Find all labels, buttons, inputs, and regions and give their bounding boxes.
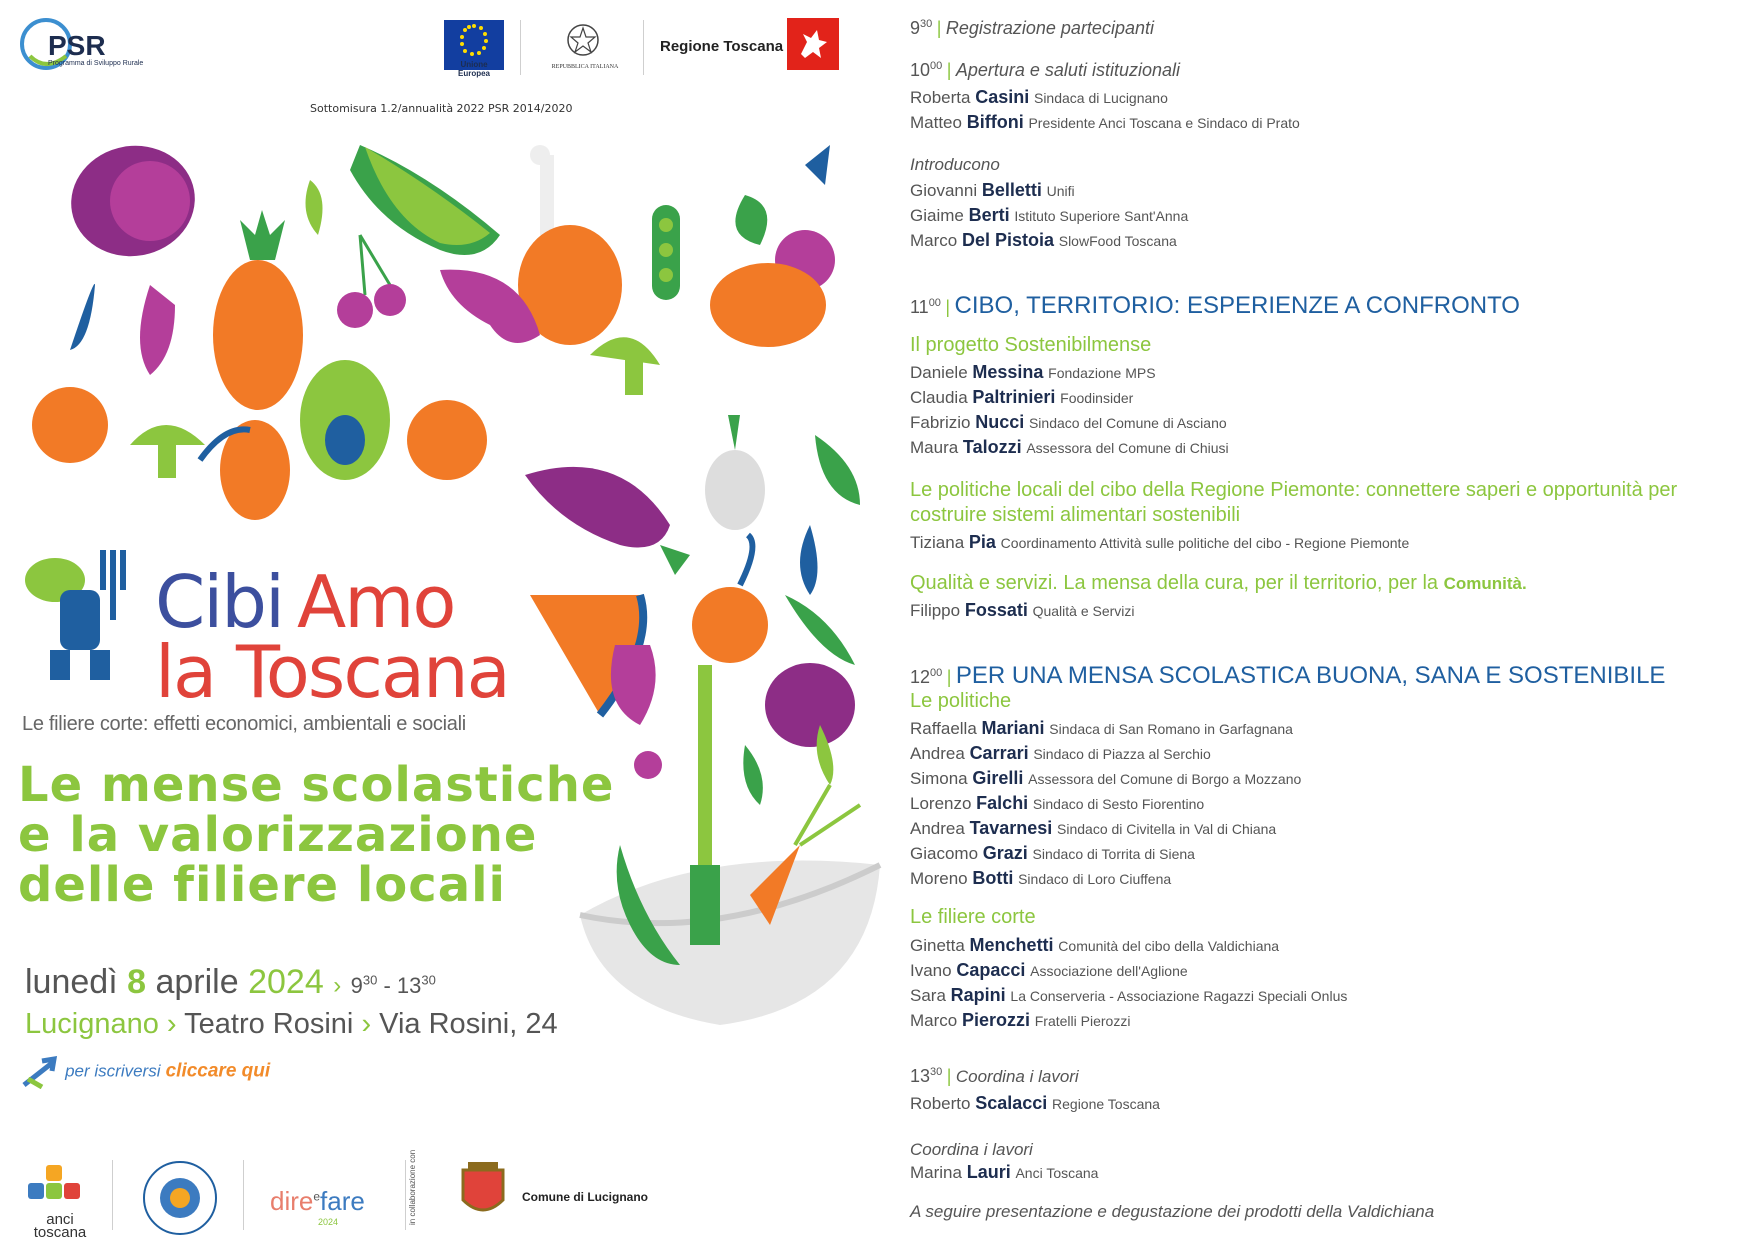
speaker: Fabrizio Nucci Sindaco del Comune di Asciano [910, 412, 1227, 432]
brand-tagline: Le filiere corte: effetti economici, ambientali e sociali [22, 713, 466, 735]
chicken-leg-icon [518, 145, 622, 345]
brand-cibi: Cibi [155, 560, 283, 644]
eu-label: Unione Europea [457, 60, 490, 78]
mango-icon [710, 263, 826, 347]
speaker: Sara Rapini La Conserveria - Associazione Ragazzi Speciali Onlus [910, 985, 1348, 1005]
time-1330: $13^{30}$ | Coordina i lavori [910, 1066, 1079, 1086]
section-title: PER UNA MENSA SCOLASTICA BUONA, SANA E SOSTENIBILE [955, 662, 1666, 689]
speaker: Tiziana Pia Coordinamento Attività sulle politiche del cibo - Regione Piemonte [910, 532, 1410, 552]
cucumber-icon [350, 145, 500, 255]
pegasus-flag-icon [787, 18, 839, 70]
opening-label: Apertura e saluti istituzionali [955, 60, 1180, 80]
headline-line-2: e la valorizzazione [18, 807, 538, 863]
leaf-icon [815, 435, 860, 505]
session-title: Le politiche [910, 690, 1012, 712]
event-address: Via Rosini, 24 [379, 1008, 558, 1040]
coordinator-label: Coordina i lavori [910, 1140, 1033, 1159]
intro-label: Introducono [910, 155, 1000, 174]
lucignano-label: Comune di Lucignano [522, 1190, 648, 1204]
leaf-icon [800, 525, 818, 595]
speaker: Ginetta Menchetti Comunità del cibo della Valdichiana [910, 935, 1280, 955]
cursor-arrow-icon [22, 1055, 60, 1089]
event-town: Lucignano [25, 1008, 159, 1040]
strawberry-icon [634, 751, 662, 779]
event-location [25, 1008, 558, 1041]
dire-e-fare-logo: dire$^e$fare 2024 [270, 1186, 365, 1227]
event-weekday: lunedì [25, 963, 118, 1001]
event-venue: Teatro Rosini [184, 1008, 354, 1040]
psr-title: PSR [48, 30, 106, 61]
speaker: Ivano Capacci Associazione dell'Aglione [910, 960, 1188, 980]
coordinator-label: Coordina i lavori [955, 1067, 1079, 1086]
sottomisura-text: Sottomisura 1.2/annualità 2022 PSR 2014/2020 [310, 102, 573, 115]
register-link-text[interactable]: cliccare qui [165, 1060, 271, 1082]
lemon-icon [200, 420, 290, 520]
divider [243, 1160, 244, 1230]
leaf-icon [743, 745, 763, 805]
leaf-icon [70, 284, 95, 350]
regione-toscana-label: Regione Toscana [660, 38, 784, 55]
plum-icon [765, 663, 855, 747]
section-title: CIBO, TERRITORIO: ESPERIENZE A CONFRONTO [954, 292, 1520, 319]
speaker: Marina Lauri Anci Toscana [910, 1162, 1099, 1182]
peapod-icon [785, 595, 855, 665]
strawberry-icon [140, 285, 175, 375]
headline-line-1: Le mense scolastiche [18, 757, 615, 813]
leaf-icon [306, 180, 323, 235]
anci-toscana-label: anci toscana [33, 1211, 87, 1241]
mushroom-icon [590, 337, 660, 395]
speaker: Simona Girelli Assessora del Comune di Borgo a Mozzano [910, 768, 1302, 788]
chevron-right-icon: › [166, 1008, 177, 1040]
orange-icon [407, 400, 487, 480]
speaker: Daniele Messina Fondazione MPS [910, 362, 1156, 382]
italian-republic-emblem-icon [566, 22, 600, 62]
speaker: Andrea Carrari Sindaco di Piazza al Serchio [910, 743, 1211, 763]
register-link[interactable] [22, 1055, 270, 1089]
event-month: aprile [155, 963, 239, 1001]
closing-note: A seguire presentazione e degustazione dei prodotti della Valdichiana [910, 1202, 1435, 1221]
bell-pepper-icon [62, 136, 203, 266]
speaker: Giaime Berti Istituto Superiore Sant'Anna [910, 205, 1189, 225]
event-time: $9^{30} - 13^{30}$ [350, 972, 436, 998]
leaf-icon [735, 195, 767, 245]
speaker: Marco Del Pistoia SlowFood Toscana [910, 230, 1177, 250]
registration-label: Registrazione partecipanti [945, 18, 1154, 38]
session-title: Qualità e servizi. La mensa della cura, per il territorio, per la Comunità. [910, 572, 1527, 594]
register-label: per iscriversi [65, 1061, 161, 1081]
tavolo-politiche-cibo-logo-icon [140, 1158, 220, 1238]
peas-icon [652, 205, 680, 300]
divider [520, 20, 521, 75]
time-1000: $10^{00}$ | Apertura e saluti istituzionali [910, 60, 1180, 80]
session-title: Le filiere corte [910, 906, 1036, 928]
garlic-icon [705, 415, 765, 530]
pineapple-icon [213, 210, 303, 410]
spring-onion-icon [690, 665, 720, 945]
headline-line-3: delle filiere locali [18, 857, 506, 913]
speaker: Giovanni Belletti Unifi [910, 180, 1075, 200]
italy-label: REPUBBLICA ITALIANA [551, 64, 619, 70]
speaker: Roberto Scalacci Regione Toscana [910, 1093, 1160, 1113]
speaker: Matteo Biffoni Presidente Anci Toscana e Sindaco di Prato [910, 112, 1300, 132]
cibiamo-mascot-icon [20, 540, 150, 690]
eggplant-icon [525, 467, 690, 575]
speaker: Marco Pierozzi Fratelli Pierozzi [910, 1010, 1131, 1030]
speaker: Filippo Fossati Qualità e Servizi [910, 600, 1135, 620]
speaker: Moreno Botti Sindaco di Loro Ciuffena [910, 868, 1172, 888]
divider [405, 1160, 406, 1230]
session-title: Le politiche locali del cibo della Regione Piemonte: connettere saperi e opportunità per costruire sistemi alimentari sostenibili [910, 479, 1678, 526]
time-1100: $11^{00}$ | CIBO, TERRITORIO: ESPERIENZE A CONFRONTO [910, 292, 1520, 319]
mushroom-icon [130, 425, 205, 478]
psr-subtitle: Programma di Sviluppo Rurale [48, 60, 144, 67]
collaboration-label: in collaborazione con [408, 1149, 417, 1225]
speaker: Giacomo Grazi Sindaco di Torrita di Siena [910, 843, 1195, 863]
divider [112, 1160, 113, 1230]
speaker: Maura Talozzi Assessora del Comune di Chiusi [910, 437, 1229, 457]
speaker: Raffaella Mariani Sindaca di San Romano in Garfagnana [910, 718, 1293, 738]
speaker: Andrea Tavarnesi Sindaco di Civitella in Val di Chiana [910, 818, 1277, 838]
speaker: Roberta Casini Sindaca di Lucignano [910, 87, 1168, 107]
event-day: 8 [127, 963, 147, 1001]
chevron-right-icon: › [333, 972, 342, 999]
avocado-icon [300, 360, 390, 480]
speaker: Lorenzo Falchi Sindaco di Sesto Fiorentino [910, 793, 1205, 813]
time-930: $9^{30}$ | Registrazione partecipanti [910, 18, 1154, 38]
apple-icon [692, 535, 768, 663]
apple-icon [32, 387, 108, 463]
chevron-right-icon: › [361, 1008, 372, 1040]
brand-amo: Amo [297, 560, 455, 644]
cherries-icon [337, 235, 406, 328]
event-date [25, 963, 436, 1002]
time-1200: $12^{00}$ | PER UNA MENSA SCOLASTICA BUONA, SANA E SOSTENIBILE [910, 662, 1666, 689]
session-title: Il progetto Sostenibilmense [910, 334, 1152, 356]
anci-toscana-logo-icon [28, 1165, 90, 1210]
lucignano-coat-of-arms-icon [458, 1160, 508, 1225]
strawberry-icon [611, 645, 656, 725]
brand-la-toscana: la Toscana [155, 630, 509, 714]
event-year: 2024 [248, 963, 324, 1001]
divider [643, 20, 644, 75]
speaker: Claudia Paltrinieri Foodinsider [910, 387, 1134, 407]
